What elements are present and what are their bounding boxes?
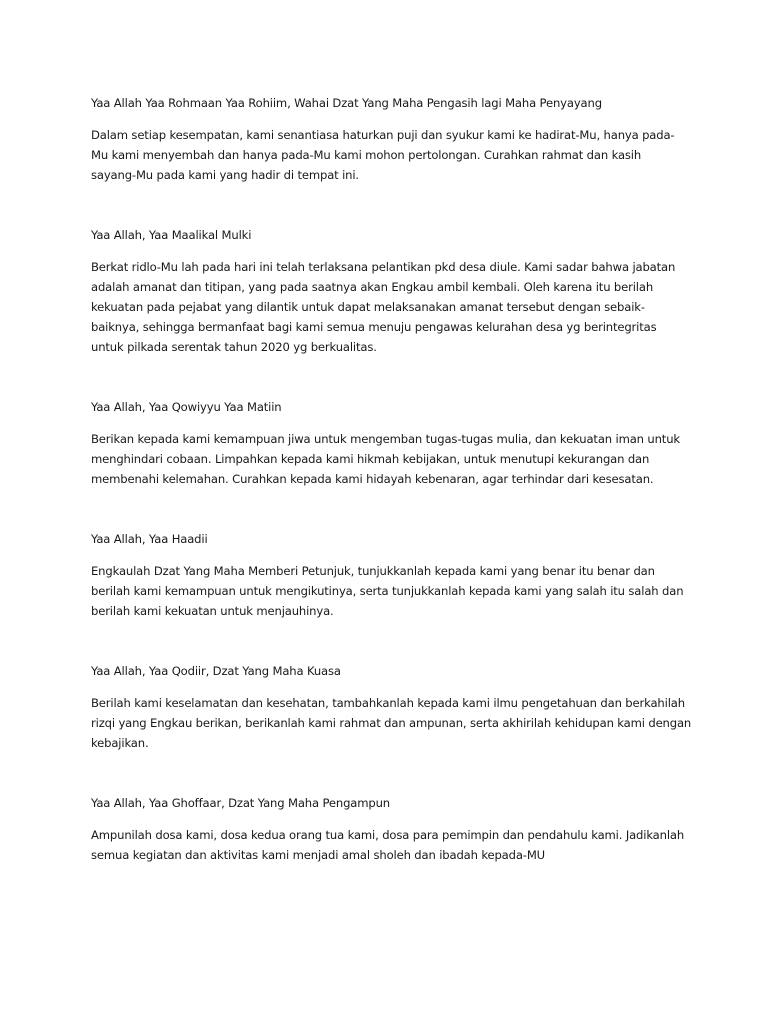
section-paragraph	[91, 429, 691, 489]
section-heading: Yaa Allah, Yaa Qowiyyu Yaa Matiin	[91, 400, 282, 414]
section-paragraph	[91, 825, 691, 865]
section-paragraph	[91, 125, 691, 185]
section-paragraph	[91, 693, 691, 753]
paragraph-line: adalah amanat dan titipan, yang pada saatnya akan Engkau ambil kembali. Oleh karena itu berilah	[91, 280, 654, 294]
paragraph-line: kekuatan pada pejabat yang dilantik untuk dapat melaksanakan amanat tersebut dengan sebaik-	[91, 300, 645, 314]
prayer-section	[91, 793, 691, 865]
paragraph-line: Berkat ridlo-Mu lah pada hari ini telah terlaksana pelantikan pkd desa diule. Kami sadar bahwa jabatan	[91, 260, 676, 274]
paragraph-line: Berikan kepada kami kemampuan jiwa untuk mengemban tugas-tugas mulia, dan kekuatan iman untuk	[91, 432, 680, 446]
paragraph-line: kebajikan.	[91, 736, 149, 750]
paragraph-line: menghindari cobaan. Limpahkan kepada kami hikmah kebijakan, untuk menutupi kekurangan dan	[91, 452, 650, 466]
paragraph-line: semua kegiatan dan aktivitas kami menjadi amal sholeh dan ibadah kepada-MU	[91, 848, 546, 862]
section-heading: Yaa Allah, Yaa Qodiir, Dzat Yang Maha Kuasa	[91, 664, 341, 678]
paragraph-line: Mu kami menyembah dan hanya pada-Mu kami mohon pertolongan. Curahkan rahmat dan kasih	[91, 148, 642, 162]
document-body	[91, 93, 691, 905]
section-paragraph	[91, 257, 691, 357]
paragraph-line: Engkaulah Dzat Yang Maha Memberi Petunjuk, tunjukkanlah kepada kami yang benar itu benar dan	[91, 564, 655, 578]
paragraph-line: Ampunilah dosa kami, dosa kedua orang tua kami, dosa para pemimpin dan pendahulu kami. Jadikanlah	[91, 828, 685, 842]
paragraph-line: berilah kami kemampuan untuk mengikutinya, serta tunjukkanlah kepada kami yang salah itu salah dan	[91, 584, 684, 598]
prayer-section	[91, 529, 691, 621]
prayer-section	[91, 661, 691, 753]
paragraph-line: untuk pilkada serentak tahun 2020 yg berkualitas.	[91, 340, 377, 354]
paragraph-line: baiknya, sehingga bermanfaat bagi kami semua menuju pengawas kelurahan desa yg berintegritas	[91, 320, 657, 334]
paragraph-line: Berilah kami keselamatan dan kesehatan, tambahkanlah kepada kami ilmu pengetahuan dan berkahilah	[91, 696, 685, 710]
section-heading: Yaa Allah, Yaa Maalikal Mulki	[91, 228, 252, 242]
paragraph-line: sayang-Mu pada kami yang hadir di tempat ini.	[91, 168, 359, 182]
prayer-section	[91, 93, 691, 185]
section-heading: Yaa Allah, Yaa Haadii	[91, 532, 208, 546]
paragraph-line: Dalam setiap kesempatan, kami senantiasa haturkan puji dan syukur kami ke hadirat-Mu, hanya pada-	[91, 128, 675, 142]
paragraph-line: berilah kami kekuatan untuk menjauhinya.	[91, 604, 334, 618]
section-heading: Yaa Allah Yaa Rohmaan Yaa Rohiim, Wahai Dzat Yang Maha Pengasih lagi Maha Penyayang	[91, 96, 602, 110]
prayer-section	[91, 225, 691, 357]
paragraph-line: rizqi yang Engkau berikan, berikanlah kami rahmat dan ampunan, serta akhirilah kehidupan kami dengan	[91, 716, 692, 730]
paragraph-line: membenahi kelemahan. Curahkan kepada kami hidayah kebenaran, agar terhindar dari kesesatan.	[91, 472, 654, 486]
section-paragraph	[91, 561, 691, 621]
prayer-section	[91, 397, 691, 489]
section-heading: Yaa Allah, Yaa Ghoffaar, Dzat Yang Maha Pengampun	[91, 796, 390, 810]
